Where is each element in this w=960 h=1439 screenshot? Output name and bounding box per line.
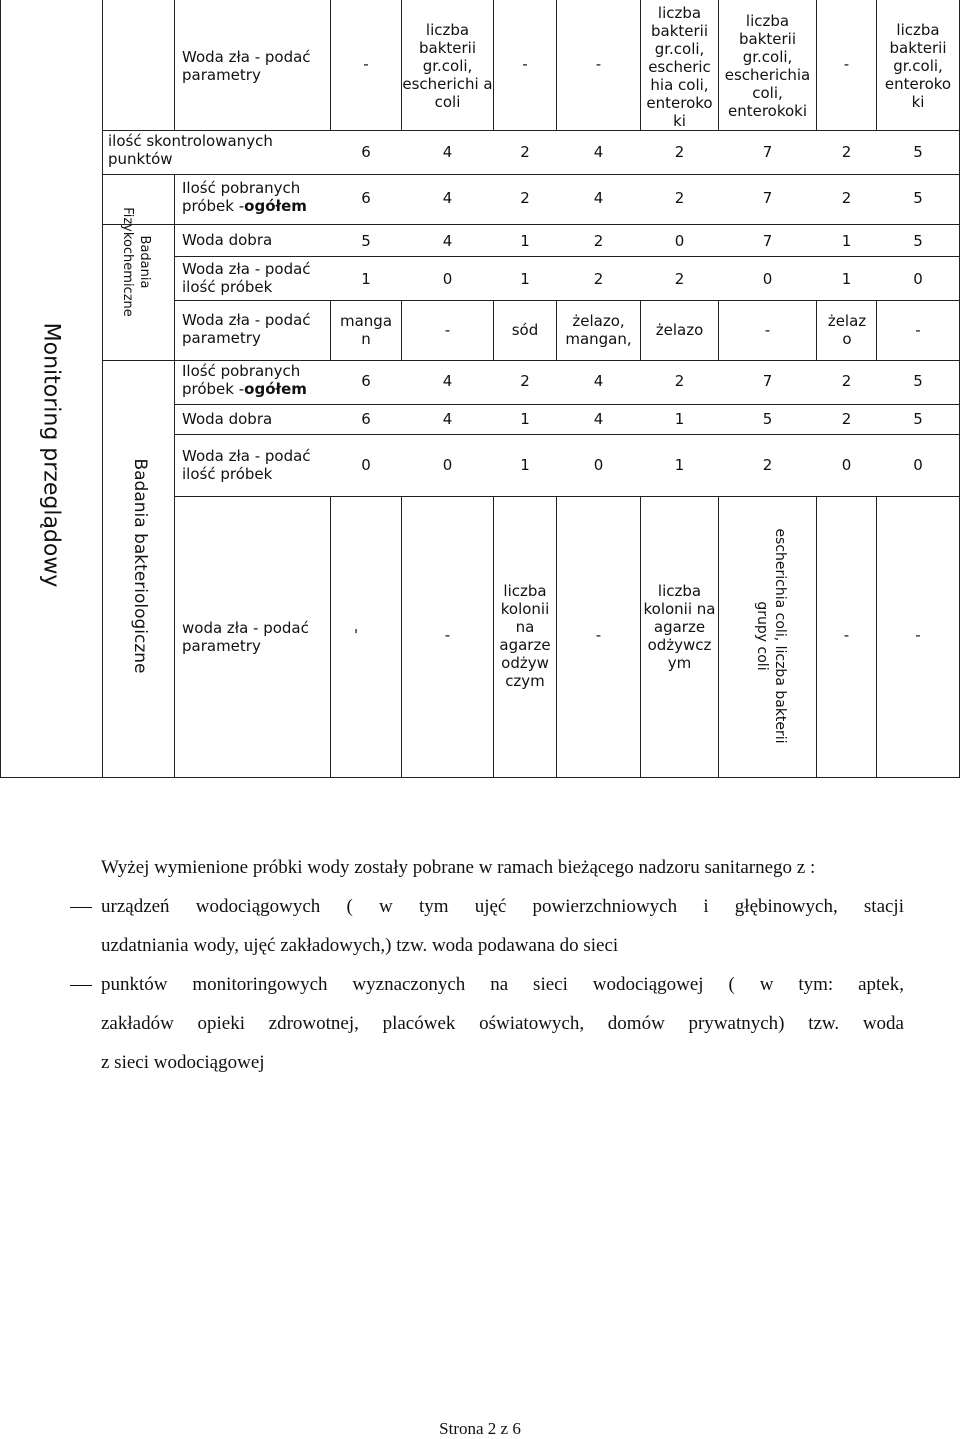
cell: 0 <box>913 270 923 288</box>
cell: 1 <box>361 270 371 288</box>
cell: 1 <box>674 410 685 428</box>
cell: 6 <box>361 410 371 428</box>
cell: żelazo, mangan, <box>565 312 632 348</box>
cell: - <box>915 626 921 644</box>
cell: sód <box>511 321 539 339</box>
cell: 2 <box>841 410 852 428</box>
cell-top-5: liczba bakterii gr.coli, escheric hia coli, enteroko ki <box>646 4 713 130</box>
bullet-dash-2 <box>70 985 92 986</box>
cell: 1 <box>841 270 852 288</box>
bullet-2-line-1: punktów monitoringowych wyznaczonych na sieci wodociągowej ( w tym: aptek, <box>101 974 904 995</box>
cell: 7 <box>762 232 773 250</box>
cell: - <box>843 626 850 644</box>
cell: 0 <box>593 456 604 474</box>
cell: 6 <box>361 372 371 390</box>
bullet-2 <box>101 965 904 1082</box>
bullet-2-line-3: z sieci wodociągowej <box>101 1052 265 1073</box>
label-bak-zla-param: woda zła - podać parametry <box>182 619 309 655</box>
cell-bak-zla-param-6 <box>753 511 789 761</box>
cell: ' <box>353 626 359 644</box>
cell: 0 <box>442 270 453 288</box>
cell: 2 <box>520 189 530 207</box>
cell: 2 <box>841 143 852 161</box>
cell-top-6: liczba bakterii gr.coli, escherichia coli, enterokoki <box>724 12 811 120</box>
cell: 2 <box>841 372 852 390</box>
cell: żelazo <box>655 321 704 339</box>
label-bak-zla-ilosc: Woda zła - podać ilość próbek <box>182 447 311 483</box>
label-skontrolowane: ilość skontrolowanych punktów <box>108 132 273 168</box>
cell: 5 <box>913 372 923 390</box>
cell: 4 <box>593 410 604 428</box>
cell: 4 <box>442 232 453 250</box>
cell: 0 <box>442 456 453 474</box>
cell: 5 <box>762 410 773 428</box>
cell: 5 <box>913 189 923 207</box>
bullet-1-line-1: urządzeń wodociągowych ( w tym ujęć powierzchniowych i głębinowych, stacji <box>101 896 904 917</box>
bullet-1-line-2: uzdatniania wody, ujęć zakładowych,) tzw. woda podawana do sieci <box>101 935 619 956</box>
cell: 1 <box>520 270 530 288</box>
label-fiz-zla-ilosc: Woda zła - podać ilość próbek <box>182 260 311 296</box>
label-bak-ogolem-b: ogółem <box>244 380 307 398</box>
monitoring-title: Monitoring przeglądowy <box>38 322 64 588</box>
cell: 0 <box>913 456 923 474</box>
cell: 0 <box>361 456 371 474</box>
bullet-1 <box>101 887 904 965</box>
cell: 5 <box>913 232 923 250</box>
cell: 6 <box>361 189 371 207</box>
cell: 2 <box>841 189 852 207</box>
cell: 2 <box>593 232 604 250</box>
cell: 5 <box>913 410 923 428</box>
cell: 4 <box>442 410 453 428</box>
label-fiz-ogolem <box>182 179 327 215</box>
cell: 6 <box>361 143 371 161</box>
cell: 0 <box>674 232 685 250</box>
section-fizykochemiczne <box>119 202 153 322</box>
paragraph-intro: Wyżej wymienione próbki wody zostały pobrane w ramach bieżącego nadzoru sanitarnego z : <box>101 857 816 878</box>
cell: 7 <box>762 143 773 161</box>
cell-top-4: - <box>595 55 602 73</box>
bullet-dash-1 <box>70 907 92 908</box>
cell: 1 <box>520 232 530 250</box>
cell: 1 <box>520 410 530 428</box>
cell: 2 <box>593 270 604 288</box>
cell-top-8: liczba bakterii gr.coli, enteroko ki <box>884 21 952 111</box>
cell: 4 <box>593 189 604 207</box>
cell: 0 <box>841 456 852 474</box>
cell: 1 <box>520 456 530 474</box>
cell-top-7: - <box>843 55 850 73</box>
cell: 1 <box>841 232 852 250</box>
cell: żelaz o <box>827 312 867 348</box>
cell: 2 <box>674 143 685 161</box>
label-bak-ogolem <box>182 362 327 398</box>
cell: 7 <box>762 189 773 207</box>
cell-top-3: - <box>522 55 528 73</box>
cell: liczba kolonii na agarze odżywcz ym <box>643 582 716 672</box>
label-top-params: Woda zła - podać parametry <box>182 48 311 84</box>
cell: - <box>444 321 451 339</box>
page-footer: Strona 2 z 6 <box>439 1419 521 1438</box>
label-bak-dobra: Woda dobra <box>182 410 273 428</box>
cell: 2 <box>674 372 685 390</box>
label-fiz-dobra: Woda dobra <box>182 231 273 249</box>
cell: 7 <box>762 372 773 390</box>
cell-top-1: - <box>363 55 369 73</box>
cell: 1 <box>674 456 685 474</box>
label-fiz-ogolem-a: Ilość pobranych próbek - <box>182 179 301 215</box>
label-bak-ogolem-a: Ilość pobranych próbek - <box>182 362 301 398</box>
cell: 4 <box>442 189 453 207</box>
cell-bak-zla-param-6-label: escherichia coli, liczba bakterii grupy coli <box>754 528 788 744</box>
cell: 4 <box>442 372 453 390</box>
cell: 2 <box>520 372 530 390</box>
cell: 0 <box>762 270 773 288</box>
cell: 2 <box>674 270 685 288</box>
cell: 5 <box>913 143 923 161</box>
label-fiz-zla-param: Woda zła - podać parametry <box>182 311 311 347</box>
cell-top-2: liczba bakterii gr.coli, escherichi a coli <box>402 21 493 111</box>
cell: - <box>444 626 451 644</box>
section-fizykochemiczne-label: Badania Fizykochemiczne <box>120 207 152 317</box>
bullet-2-line-2: zakładów opieki zdrowotnej, placówek oświatowych, domów prywatnych) tzw. woda <box>101 1013 904 1034</box>
cell: 4 <box>442 143 453 161</box>
cell: - <box>595 626 602 644</box>
cell: 4 <box>593 372 604 390</box>
cell: manga n <box>339 312 393 348</box>
cell: 2 <box>674 189 685 207</box>
cell: 2 <box>520 143 530 161</box>
cell: liczba kolonii na agarze odżyw czym <box>499 582 551 690</box>
section-bakteriologiczne: Badania bakteriologiczne <box>130 458 150 674</box>
cell: - <box>915 321 921 339</box>
cell: 4 <box>593 143 604 161</box>
cell: 5 <box>361 232 371 250</box>
label-fiz-ogolem-b: ogółem <box>244 197 307 215</box>
cell: - <box>764 321 771 339</box>
cell: 2 <box>762 456 773 474</box>
